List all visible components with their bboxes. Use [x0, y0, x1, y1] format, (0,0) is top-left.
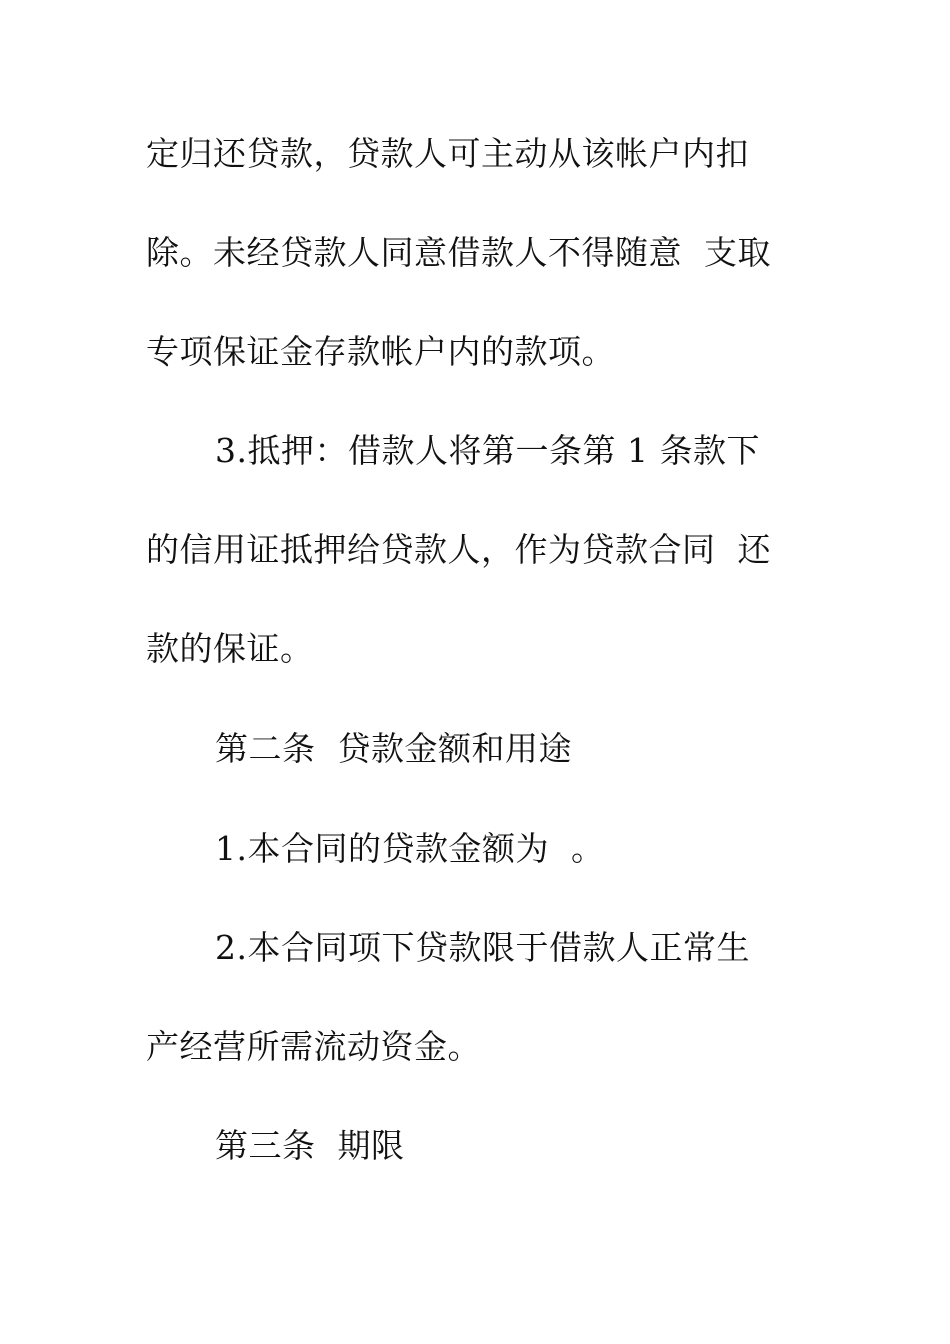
article-3-heading: 第三条 期限: [215, 1126, 405, 1165]
paragraph-line-10: 产经营所需流动资金。: [146, 1027, 481, 1066]
article-2-heading: 第二条 贷款金额和用途: [215, 729, 572, 768]
paragraph-line-6: 款的保证。: [146, 629, 314, 668]
article-2-clause-1: 1.本合同的贷款金额为 。: [215, 829, 605, 868]
article-2-clause-2: 2.本合同项下贷款限于借款人正常生: [215, 928, 750, 967]
paragraph-line-3: 专项保证金存款帐户内的款项。: [146, 332, 615, 371]
paragraph-line-5: 的信用证抵押给贷款人，作为贷款合同 还: [146, 530, 771, 569]
paragraph-line-1: 定归还贷款，贷款人可主动从该帐户内扣: [146, 134, 749, 173]
clause-3-mortgage: 3.抵押：借款人将第一条第 1 条款下: [215, 431, 760, 470]
paragraph-line-2: 除。未经贷款人同意借款人不得随意 支取: [146, 233, 771, 272]
